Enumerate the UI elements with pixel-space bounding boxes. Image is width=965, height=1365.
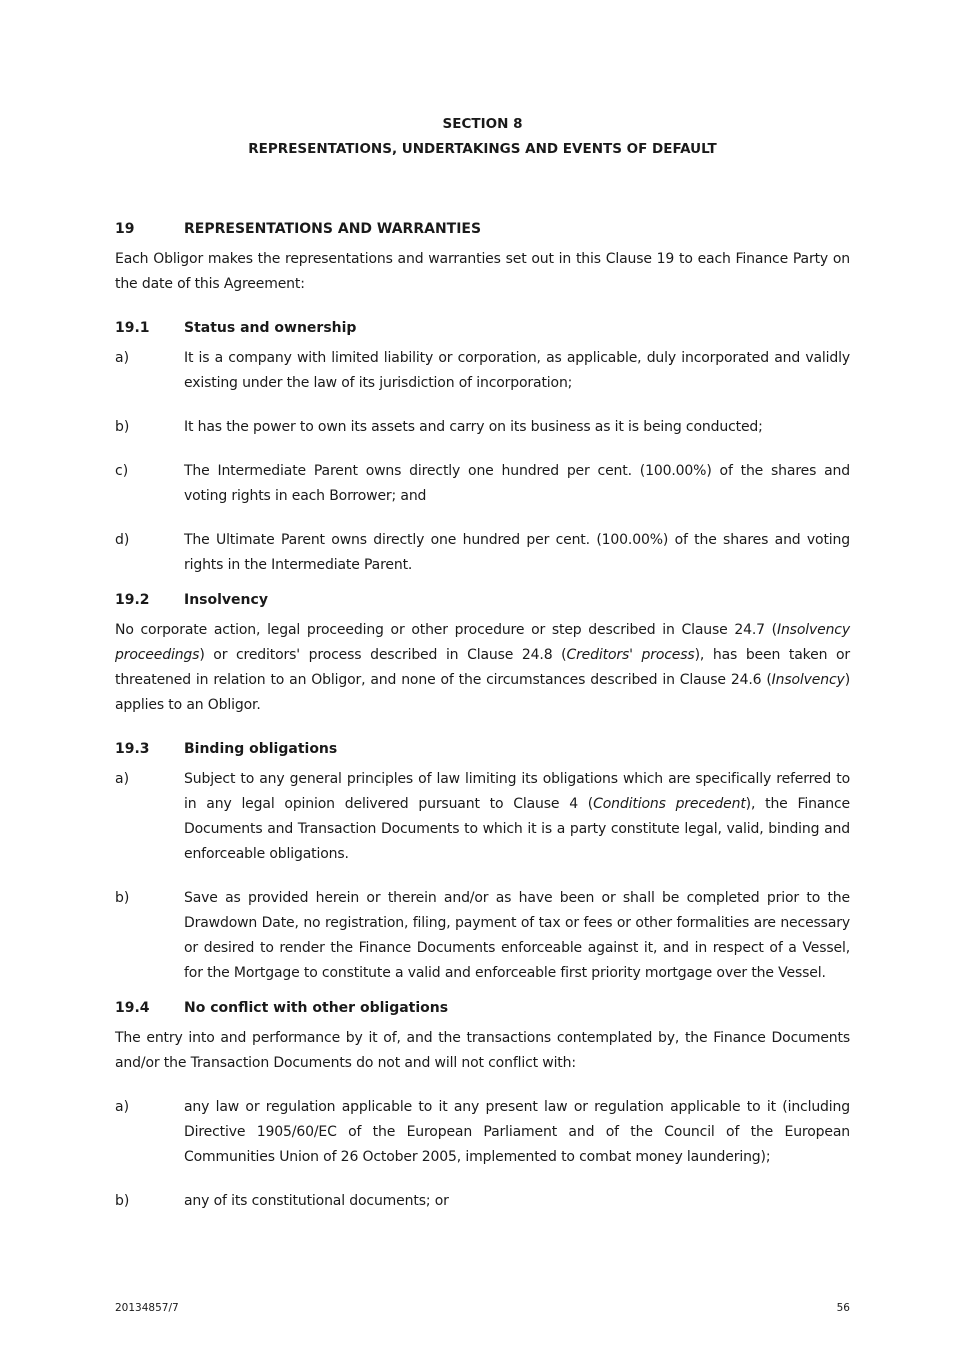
item-text: any law or regulation applicable to it any present law or regulation applicable to it (including Directive 1905/60/EC of the European Parliament and of the Council of the European Communities Union of 26 October 2005, implemented to combat money laundering);: [184, 1099, 850, 1165]
text-run: ) or creditors' process described in Clause 24.8 (: [199, 647, 567, 663]
clause-title: REPRESENTATIONS AND WARRANTIES: [184, 221, 482, 237]
item-text: any of its constitutional documents; or: [184, 1193, 449, 1209]
section-title: SECTION 8: [442, 116, 523, 132]
clause-title: Binding obligations: [184, 741, 338, 757]
clause-19-heading: [115, 217, 850, 242]
page-number: 56: [836, 1302, 850, 1314]
clause-number: 19.2: [115, 592, 150, 608]
clause-19-2-text: [115, 618, 850, 718]
clause-title: Status and ownership: [184, 320, 357, 336]
list-item: [115, 528, 850, 578]
item-text: Save as provided herein or therein and/or as have been or shall be completed prior to the Drawdown Date, no registration, filing, payment of tax or fees or other formalities are necessary or desired to render the Finance Documents enforceable against it, and in respect of a Vessel, for the Mortgage to constitute a valid and enforceable first priority mortgage over the Vessel.: [184, 890, 850, 981]
item-label: b): [115, 419, 130, 435]
clause-reference: Conditions precedent: [593, 796, 746, 812]
document-page: [115, 112, 850, 1233]
clause-reference: Creditors' process: [566, 647, 695, 663]
item-text: The Intermediate Parent owns directly one hundred per cent. (100.00%) of the shares and voting rights in each Borrower; and: [184, 463, 850, 504]
clause-19-1-heading: [115, 316, 850, 341]
document-reference: 20134857/7: [115, 1302, 179, 1314]
list-item: [115, 886, 850, 986]
clause-19-3-heading: [115, 737, 850, 762]
item-label: a): [115, 771, 130, 787]
list-item: [115, 346, 850, 396]
list-item: [115, 459, 850, 509]
list-item: [115, 767, 850, 867]
list-item: [115, 415, 850, 440]
clause-19-4-heading: [115, 996, 850, 1021]
list-item: [115, 1189, 850, 1214]
clause-title: No conflict with other obligations: [184, 1000, 449, 1016]
page-footer: [115, 1300, 850, 1316]
text-run: ) applies to an Obligor.: [115, 672, 850, 713]
item-text: It is a company with limited liability or corporation, as applicable, duly incorporated and validly existing under the law of its jurisdiction of incorporation;: [184, 350, 850, 391]
clause-number: 19.1: [115, 320, 150, 336]
clause-reference: Insolvency proceedings: [115, 622, 850, 663]
clause-19-4-intro: The entry into and performance by it of, and the transactions contemplated by, the Finance Documents and/or the Transaction Documents do not and will not conflict with:: [115, 1030, 850, 1071]
list-item: [115, 1095, 850, 1170]
item-text: The Ultimate Parent owns directly one hundred per cent. (100.00%) of the shares and voting rights in the Intermediate Parent.: [184, 532, 850, 573]
text-run: No corporate action, legal proceeding or other procedure or step described in Clause 24.7 (: [115, 622, 777, 638]
item-label: b): [115, 1193, 130, 1209]
item-text: [184, 767, 850, 867]
clause-number: 19.3: [115, 741, 150, 757]
clause-number: 19: [115, 221, 135, 237]
clause-title: Insolvency: [184, 592, 268, 608]
item-label: a): [115, 1099, 130, 1115]
clause-number: 19.4: [115, 1000, 150, 1016]
item-label: a): [115, 350, 130, 366]
item-label: d): [115, 532, 130, 548]
section-subtitle: REPRESENTATIONS, UNDERTAKINGS AND EVENTS OF DEFAULT: [248, 141, 717, 157]
item-label: b): [115, 890, 130, 906]
text-run: ), the Finance Documents and Transaction Documents to which it is a party constitute legal, valid, binding and enforceable obligations.: [184, 796, 850, 862]
item-text: It has the power to own its assets and carry on its business as it is being conducted;: [184, 419, 763, 435]
clause-19-intro: Each Obligor makes the representations and warranties set out in this Clause 19 to each Finance Party on the date of this Agreement:: [115, 251, 850, 292]
text-run: ), has been taken or threatened in relation to an Obligor, and none of the circumstances described in Clause 24.6 (: [115, 647, 850, 688]
item-label: c): [115, 463, 129, 479]
clause-19-2-heading: [115, 588, 850, 613]
clause-reference: Insolvency: [771, 672, 845, 688]
text-run: Subject to any general principles of law limiting its obligations which are specifically referred to in any legal opinion delivered pursuant to Clause 4 (: [184, 771, 850, 812]
